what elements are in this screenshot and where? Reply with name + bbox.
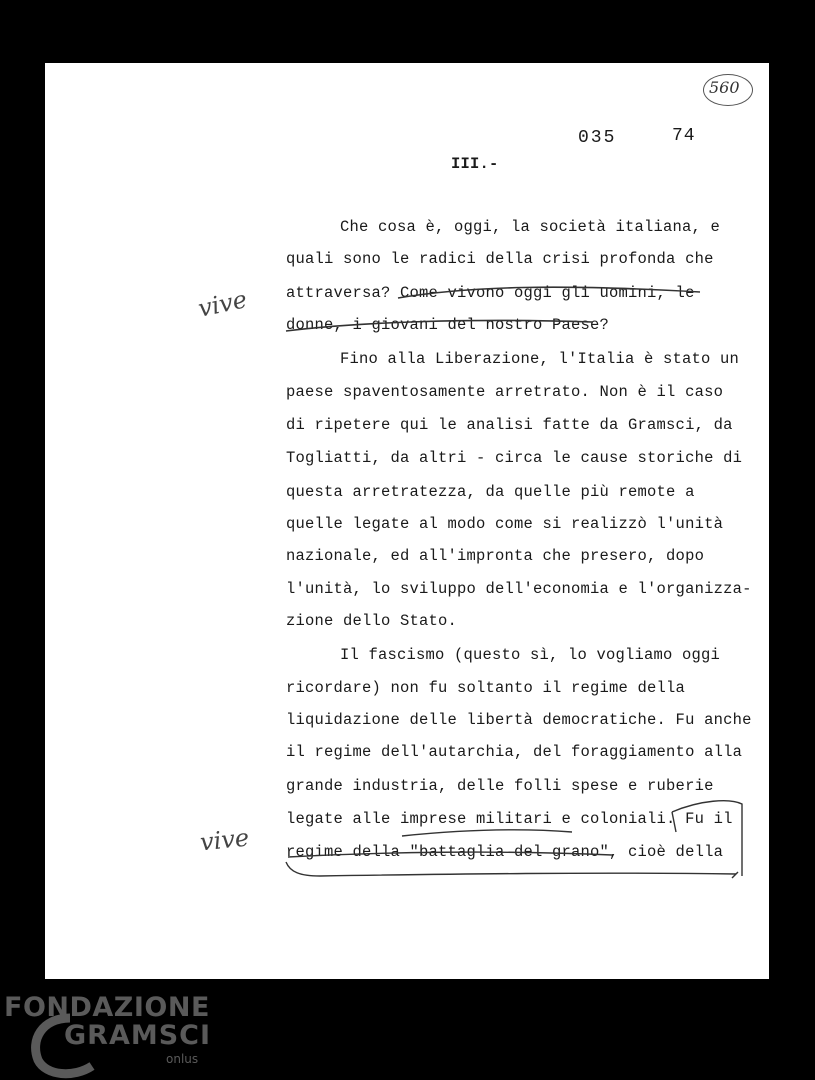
- logo-line1: FONDAZIONE: [4, 992, 210, 1023]
- text-line: Il fascismo (questo sì, lo vogliamo oggi: [340, 646, 721, 664]
- margin-note: vive: [198, 823, 251, 857]
- text-line: l'unità, lo sviluppo dell'economia e l'organizza-: [286, 580, 752, 598]
- text-line: grande industria, delle folli spese e ruberie: [286, 777, 714, 795]
- text-line: donne, i giovani del nostro Paese?: [286, 316, 610, 334]
- fondazione-gramsci-logo: [0, 990, 210, 1080]
- logo-line2: GRAMSCI: [64, 1020, 212, 1051]
- text-line: Fino alla Liberazione, l'Italia è stato un: [340, 350, 740, 368]
- section-heading: III.-: [451, 155, 499, 173]
- text-line: Togliatti, da altri - circa le cause storiche di: [286, 449, 743, 467]
- text-line: quali sono le radici della crisi profonda che: [286, 250, 714, 268]
- text-line: zione dello Stato.: [286, 612, 458, 630]
- text-line: Che cosa è, oggi, la società italiana, e: [340, 218, 721, 236]
- text-line: legate alle imprese militari e coloniali. Fu il: [286, 810, 733, 828]
- circled-page-number-text: 560: [709, 78, 740, 97]
- text-line: nazionale, ed all'impronta che presero, dopo: [286, 547, 705, 565]
- archive-number-right: 74: [672, 126, 696, 146]
- text-line: ricordare) non fu soltanto il regime della: [286, 679, 686, 697]
- text-line: regime della "battaglia del grano", cioè della: [286, 843, 724, 861]
- text-line: liquidazione delle libertà democratiche. Fu anche: [286, 711, 752, 729]
- logo-sub: onlus: [166, 1052, 199, 1066]
- text-line: paese spaventosamente arretrato. Non è il caso: [286, 383, 724, 401]
- text-line: quelle legate al modo come si realizzò l'unità: [286, 515, 724, 533]
- text-line: attraversa? Come vivono oggi gli uomini, le: [286, 284, 695, 302]
- text-line: di ripetere qui le analisi fatte da Gramsci, da: [286, 416, 733, 434]
- archive-number-left: 035: [578, 128, 617, 148]
- margin-note: vive: [195, 285, 250, 323]
- text-line: il regime dell'autarchia, del foraggiamento alla: [286, 743, 743, 761]
- text-line: questa arretratezza, da quelle più remote a: [286, 483, 695, 501]
